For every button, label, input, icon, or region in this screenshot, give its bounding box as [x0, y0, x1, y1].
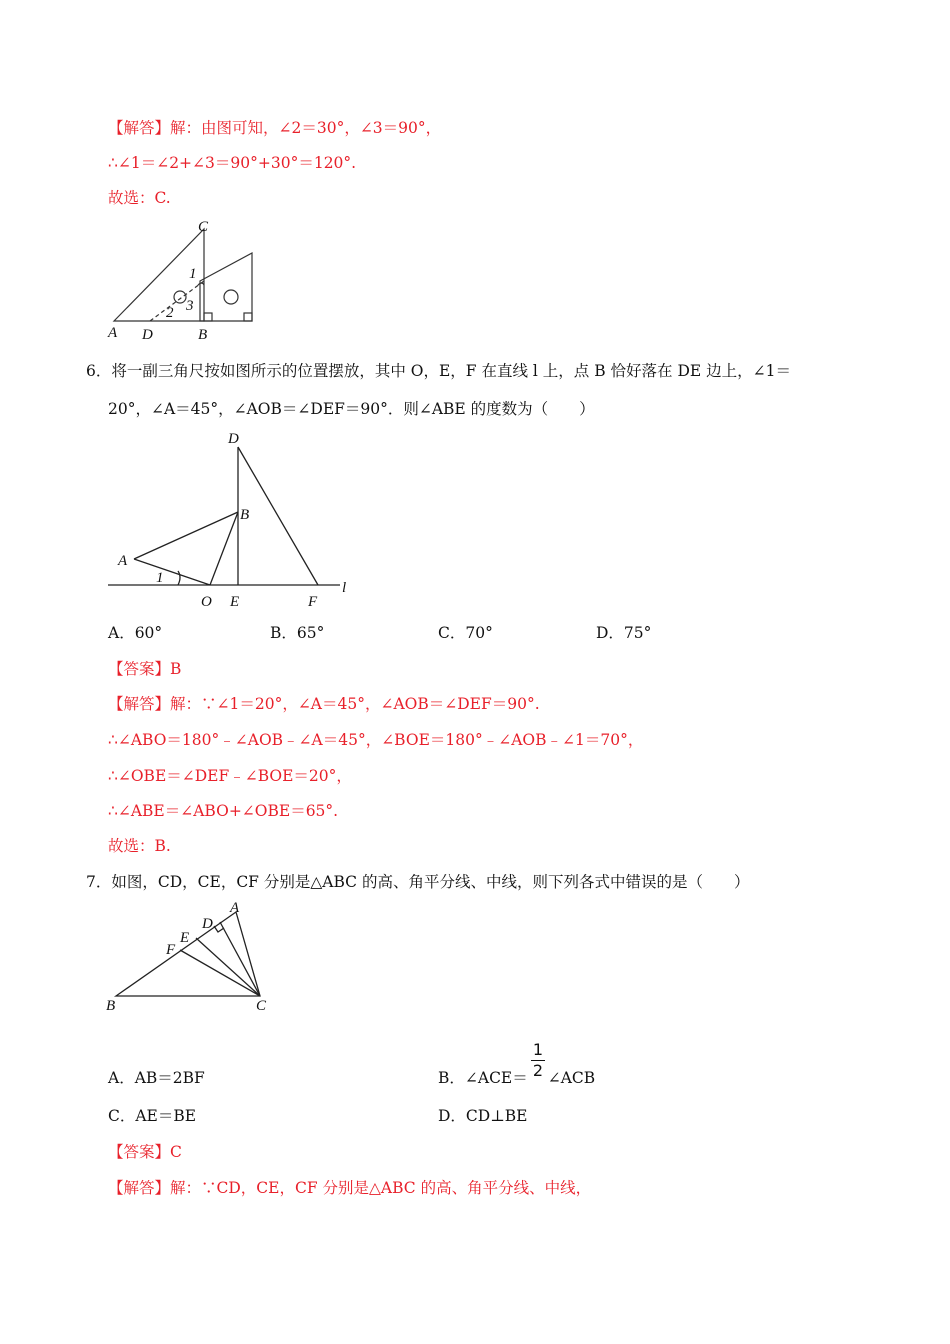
option-B[interactable]: B．65°	[270, 624, 325, 642]
label-B: B	[198, 327, 208, 343]
option-A[interactable]: A．60°	[108, 624, 163, 642]
label-D: D	[228, 431, 239, 447]
label-A: A	[108, 325, 118, 341]
answer-7: 【答案】C	[108, 1143, 182, 1161]
label-C: C	[198, 219, 209, 235]
label-E: E	[230, 594, 240, 610]
question-7-line-1: 7．如图，CD，CE，CF 分别是△ABC 的高、角平分线、中线，则下列各式中错误的是（ ）	[86, 873, 750, 891]
label-F: F	[308, 594, 318, 610]
figure-2-triangles	[100, 425, 360, 615]
solution-6-line-2: ∴∠ABO＝180°﹣∠AOB﹣∠A＝45°，∠BOE＝180°﹣∠AOB﹣∠1＝70°，	[108, 731, 644, 749]
solution-6-line-4: ∴∠ABE＝∠ABO+∠OBE＝65°.	[108, 802, 339, 820]
label-3: 3	[186, 298, 194, 314]
label-E: E	[180, 930, 190, 946]
solution-choice: 故选：C.	[108, 189, 171, 207]
option-B[interactable]	[438, 1068, 595, 1088]
solution-line-1: 【解答】解：由图可知，∠2＝30°，∠3＝90°，	[108, 119, 442, 137]
fraction-denominator: 2	[532, 1061, 544, 1080]
label-A: A	[230, 900, 240, 916]
figure-1-triangles	[100, 215, 270, 345]
label-2: 2	[166, 305, 174, 321]
label-B: B	[106, 998, 116, 1014]
option-B-tail: ∠ACB	[547, 1069, 596, 1087]
solution-7-line-1: 【解答】解：∵CD，CE，CF 分别是△ABC 的高、角平分线、中线，	[108, 1179, 592, 1197]
label-F: F	[166, 942, 176, 958]
answer-6: 【答案】B	[108, 660, 182, 678]
label-D: D	[142, 327, 153, 343]
label-1: 1	[156, 570, 164, 586]
question-6-line-1: 6．将一副三角尺按如图所示的位置摆放，其中 O，E，F 在直线 l 上，点 B 恰好落在 DE 边上，∠1＝	[86, 362, 791, 380]
fraction-one-half	[530, 1041, 546, 1080]
solution-6-line-3: ∴∠OBE＝∠DEF﹣∠BOE＝20°，	[108, 767, 352, 785]
option-C[interactable]: C．AE＝BE	[108, 1107, 197, 1125]
label-B: B	[240, 507, 250, 523]
question-6-line-2: 20°，∠A＝45°，∠AOB＝∠DEF＝90°．则∠ABE 的度数为（ ）	[108, 400, 595, 418]
fraction-numerator: 1	[532, 1040, 544, 1059]
label-O: O	[201, 594, 212, 610]
solution-line-2: ∴∠1＝∠2+∠3＝90°+30°＝120°.	[108, 154, 357, 172]
option-D[interactable]: D．75°	[596, 624, 652, 642]
option-C[interactable]: C．70°	[438, 624, 493, 642]
label-l: l	[342, 580, 347, 596]
option-D[interactable]: D．CD⊥BE	[438, 1107, 528, 1125]
label-A: A	[118, 553, 128, 569]
label-D: D	[202, 916, 213, 932]
solution-6-line-1: 【解答】解：∵∠1＝20°，∠A＝45°，∠AOB＝∠DEF＝90°.	[108, 695, 540, 713]
figure-3-triangle	[100, 898, 280, 1018]
label-C: C	[256, 998, 267, 1014]
option-A[interactable]: A．AB＝2BF	[108, 1069, 205, 1087]
label-1: 1	[189, 266, 197, 282]
option-B-text: B．∠ACE＝	[438, 1069, 528, 1087]
solution-6-choice: 故选：B.	[108, 837, 171, 855]
